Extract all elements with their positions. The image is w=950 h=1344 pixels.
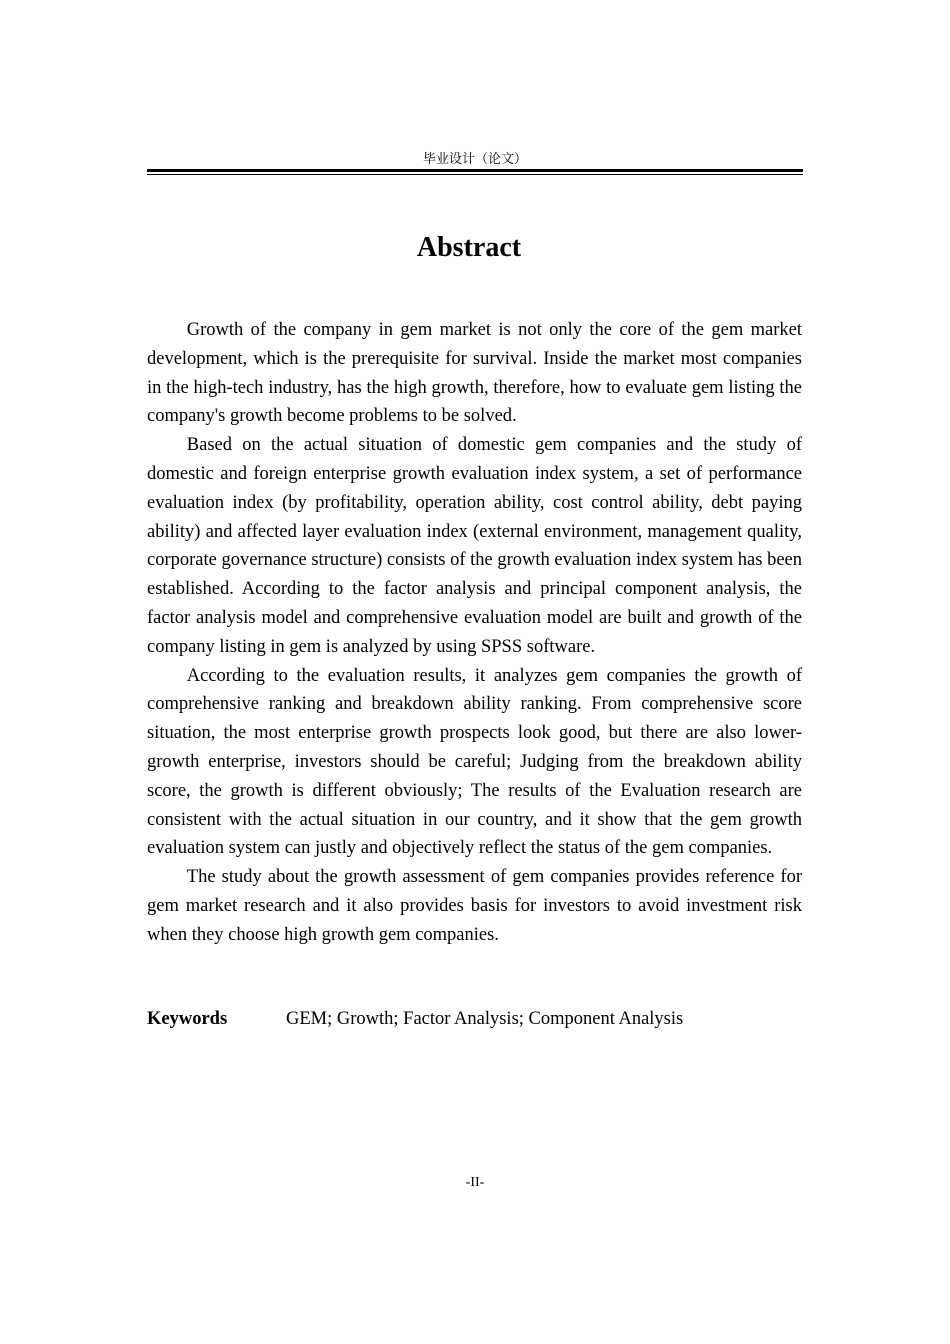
keywords-line [147, 1005, 803, 1033]
abstract-paragraph: The study about the growth assessment of gem companies provides reference for gem market research and it also provides basis for investors to avoid investment risk when they choose high growth gem companies. [147, 867, 802, 945]
abstract-paragraph: Based on the actual situation of domestic gem companies and the study of domestic and foreign enterprise growth evaluation index system, a set of performance evaluation index (by profitability, operation ability, cost control ability, debt paying ability) and affected layer evaluation index (external environment, management quality, corporate governance structure) consists of the growth evaluation index system has been established. According to the factor analysis and principal component analysis, the factor analysis model and comprehensive evaluation model are built and growth of the company listing in gem is analyzed by using SPSS software. [147, 435, 802, 657]
abstract-title: Abstract [416, 232, 522, 263]
header-rule-thick [147, 169, 803, 172]
abstract-paragraph: Growth of the company in gem market is not only the core of the gem market development, which is the prerequisite for survival. Inside the market most companies in the high-tech industry, has the high growth, therefore, how to evaluate gem listing the company's growth become problems to be solved. [147, 320, 802, 427]
keywords-value: GEM; Growth; Factor Analysis; Component Analysis [286, 1009, 684, 1029]
abstract-body [147, 316, 802, 950]
page-number: -II- [465, 1175, 485, 1190]
header-rule-thin [147, 174, 803, 175]
page-header-title: 毕业设计（论文） [422, 152, 527, 167]
keywords-label: Keywords [147, 1009, 228, 1029]
abstract-paragraph: According to the evaluation results, it analyzes gem companies the growth of comprehensive ranking and breakdown ability ranking. From comprehensive score situation, the most enterprise growth prospects look good, but there are also lower-growth enterprise, investors should be careful; Judging from the breakdown ability score, the growth is different obviously; The results of the Evaluation research are consistent with the actual situation in our country, and it show that the gem growth evaluation system can justly and objectively reflect the status of the gem companies. [147, 665, 802, 859]
